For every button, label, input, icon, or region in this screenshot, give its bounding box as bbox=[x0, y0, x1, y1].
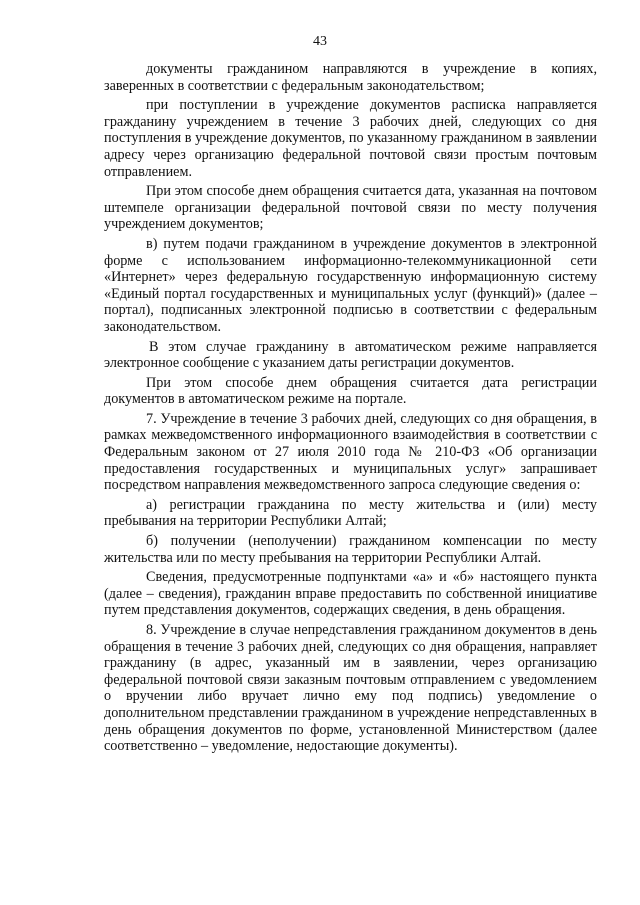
paragraph-item-8: 8. Учреждение в случае непредставления гражданином документов в день обращения в течение 3 рабочих дней, следующих со дня обращения, направляет гражданину (в адрес, указанный им в заявлении, через организацию федеральной почтовой связи заказным почтовым отправлением с уведомлением о вручении либо вручает лично ему под подпись) уведомление о дополнительном представлении гражданином в учреждение непредставленных в день обращения документов по форме, установленной Министерством (далее соответственно – уведомление, недостающие документы). bbox=[104, 622, 597, 755]
paragraph-subitem-b: б) получении (неполучении) гражданином компенсации по месту жительства или по месту пребывания на территории Республики Алтай. bbox=[104, 533, 597, 566]
paragraph-own-initiative: Сведения, предусмотренные подпунктами «а» и «б» настоящего пункта (далее – сведения), гражданин вправе предоставить по собственной инициативе путем представления документов, содержащих сведения, в день обращения. bbox=[104, 569, 597, 619]
paragraph-portal-date: При этом способе днем обращения считается дата регистрации документов в автоматическом режиме на портале. bbox=[104, 374, 597, 408]
paragraph-auto-notification: В этом случае гражданину в автоматическом режиме направляется электронное сообщение с указанием даты регистрации документов. bbox=[104, 338, 597, 372]
document-body bbox=[104, 61, 597, 758]
paragraph-postmark-date: При этом способе днем обращения считается дата, указанная на почтовом штемпеле организации федеральной почтовой связи по месту получения учреждением документов; bbox=[104, 183, 597, 233]
paragraph-subitem-a: а) регистрации гражданина по месту жительства и (или) месту пребывания на территории Республики Алтай; bbox=[104, 496, 597, 530]
paragraph-item-7: 7. Учреждение в течение 3 рабочих дней, следующих со дня обращения, в рамках межведомственного информационного взаимодействия в соответствии с Федеральным законом от 27 июля 2010 года № 210-ФЗ «Об организации предоставления государственных и муниципальных услуг» запрашивает посредством направления межведомственного запроса следующие сведения о: bbox=[104, 410, 597, 494]
paragraph-electronic-submission: в) путем подачи гражданином в учреждение документов в электронной форме с использованием информационно-телекоммуникационной сети «Интернет» через федеральную государственную информационную систему «Единый портал государственных и муниципальных услуг (функций)» (далее – портал), подписанных электронной подписью в соответствии с федеральным законодательством. bbox=[104, 235, 597, 335]
page-number: 43 bbox=[313, 34, 327, 49]
paragraph-documents-copies: документы гражданином направляются в учреждение в копиях, заверенных в соответствии с федеральным законодательством; bbox=[104, 61, 597, 94]
paragraph-receipt-sent: при поступлении в учреждение документов расписка направляется гражданину учреждением в течение 3 рабочих дней, следующих со дня поступления в учреждение документов, по указанному гражданином в заявлении адресу через организацию федеральной почтовой связи простым почтовым отправлением. bbox=[104, 97, 597, 180]
